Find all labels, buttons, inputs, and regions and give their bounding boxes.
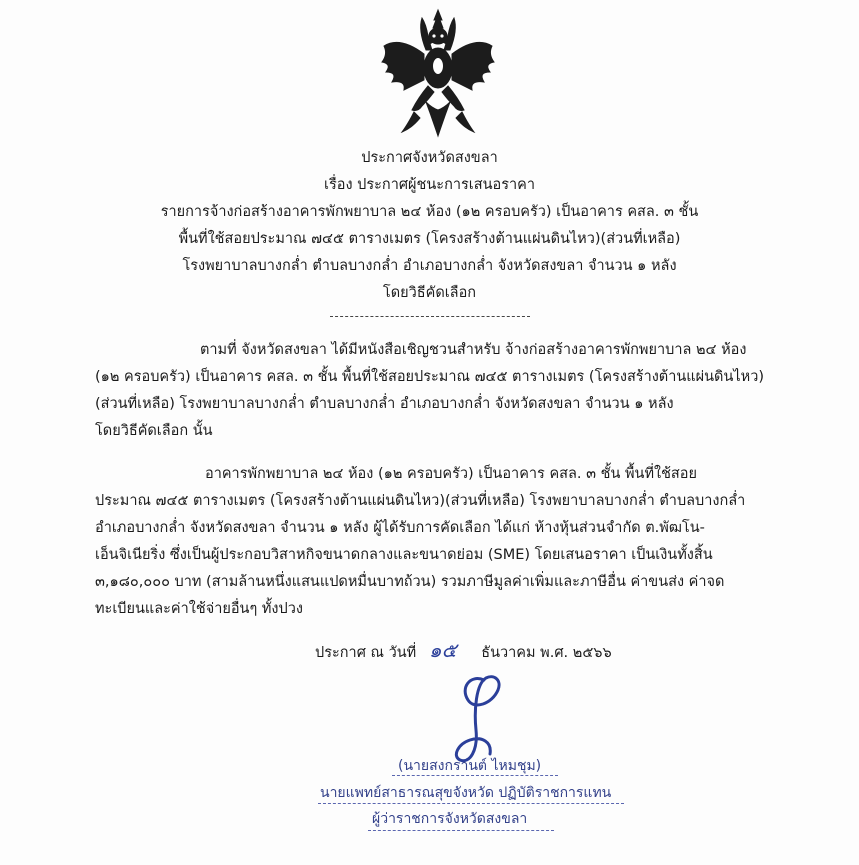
signatory-name: (นายสงกรานต์ ไหมชุม) <box>398 758 542 774</box>
header-project-line2: พื้นที่ใช้สอยประมาณ ๗๔๕ ตารางเมตร (โครงสร้างต้านแผ่นดินไหว)(ส่วนที่เหลือ) <box>178 231 681 247</box>
signatory-title-underline <box>368 830 554 831</box>
header-subject: เรื่อง ประกาศผู้ชนะการเสนอราคา <box>324 177 535 193</box>
paragraph-2-line: ทะเบียนและค่าใช้จ่ายอื่นๆ ทั้งปวง <box>95 601 303 617</box>
announcement-day: ๑๕ <box>428 638 457 662</box>
signatory-position: นายแพทย์สาธารณสุขจังหวัด ปฏิบัติราชการแทน <box>320 785 612 801</box>
signatory-position-underline <box>318 803 624 804</box>
header-project-line3: โรงพยาบาลบางกล่ำ ตำบลบางกล่ำ อำเภอบางกล่ำ จังหวัดสงขลา จำนวน ๑ หลัง <box>182 258 677 274</box>
header-divider <box>330 316 530 317</box>
paragraph-1-line: ตามที่ จังหวัดสงขลา ได้มีหนังสือเชิญชวนสำหรับ จ้างก่อสร้างอาคารพักพยาบาล ๒๔ ห้อง <box>200 342 747 358</box>
paragraph-2-line: ประมาณ ๗๔๕ ตารางเมตร (โครงสร้างต้านแผ่นดินไหว)(ส่วนที่เหลือ) โรงพยาบาลบางกล่ำ ตำบลบางกล่ำ <box>95 493 746 509</box>
header-title: ประกาศจังหวัดสงขลา <box>361 150 498 166</box>
signature-icon <box>440 660 520 770</box>
paragraph-1-line: โดยวิธีคัดเลือก นั้น <box>95 423 213 439</box>
paragraph-2-line: ๓,๑๘๐,๐๐๐ บาท (สามล้านหนึ่งแสนแปดหมื่นบาทถ้วน) รวมภาษีมูลค่าเพิ่มและภาษีอื่น ค่าขนส่ง ค่าจด <box>95 574 725 590</box>
paragraph-2-line: เอ็นจิเนียริ่ง ซึ่งเป็นผู้ประกอบวิสาหกิจขนาดกลางและขนาดย่อม (SME) โดยเสนอราคา เป็นเงินทั้งสิ้น <box>95 547 713 563</box>
announcement-month-year: ธันวาคม พ.ศ. ๒๕๖๖ <box>481 645 612 661</box>
announcement-prefix: ประกาศ ณ วันที่ <box>315 645 417 661</box>
header-project-line1: รายการจ้างก่อสร้างอาคารพักพยาบาล ๒๔ ห้อง (๑๒ ครอบครัว) เป็นอาคาร คสล. ๓ ชั้น <box>160 204 699 220</box>
paragraph-2-line: อำเภอบางกล่ำ จังหวัดสงขลา จำนวน ๑ หลัง ผู้ได้รับการคัดเลือก ได้แก่ ห้างหุ้นส่วนจำกัด ต.พัฒโน- <box>95 520 705 536</box>
signatory-title: ผู้ว่าราชการจังหวัดสงขลา <box>372 811 528 827</box>
signatory-name-underline <box>392 775 558 776</box>
header-method: โดยวิธีคัดเลือก <box>382 285 477 301</box>
garuda-emblem-icon <box>378 6 498 140</box>
paragraph-2-line: อาคารพักพยาบาล ๒๔ ห้อง (๑๒ ครอบครัว) เป็นอาคาร คสล. ๓ ชั้น พื้นที่ใช้สอย <box>205 466 697 482</box>
paragraph-1-line: (๑๒ ครอบครัว) เป็นอาคาร คสล. ๓ ชั้น พื้นที่ใช้สอยประมาณ ๗๔๕ ตารางเมตร (โครงสร้างต้านแผ่นดินไหว) <box>95 369 765 385</box>
paragraph-1-line: (ส่วนที่เหลือ) โรงพยาบาลบางกล่ำ ตำบลบางกล่ำ อำเภอบางกล่ำ จังหวัดสงขลา จำนวน ๑ หลัง <box>95 396 674 412</box>
